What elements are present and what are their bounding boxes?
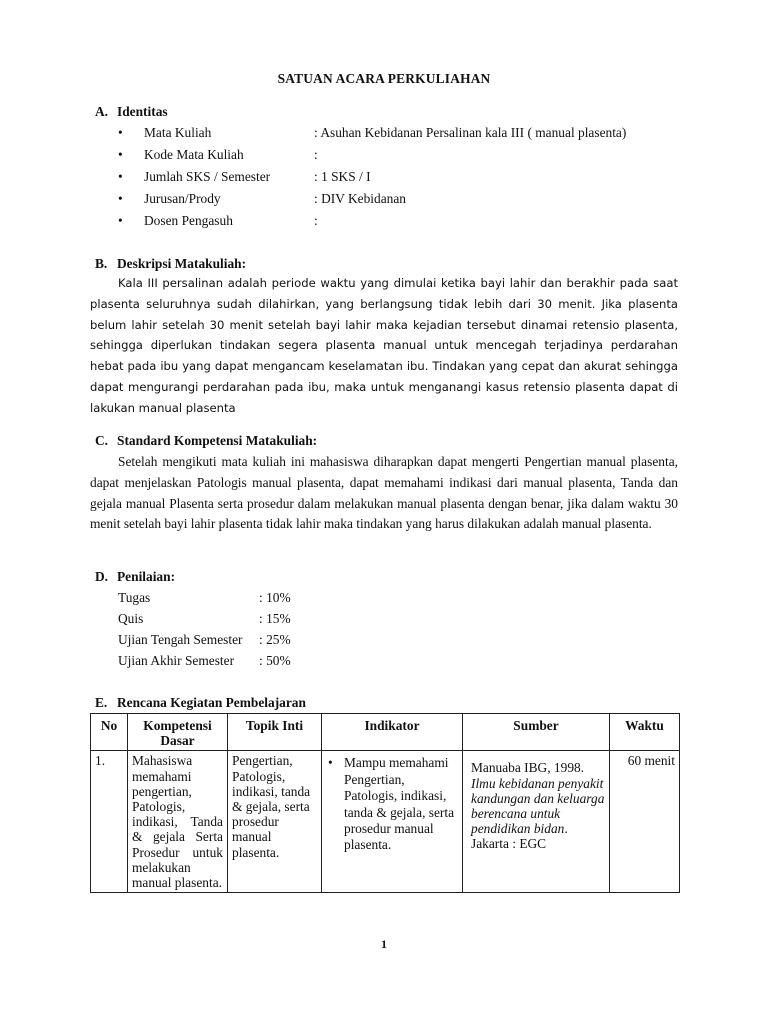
identity-label: Mata Kuliah [144,125,212,140]
identity-label: Kode Mata Kuliah [144,147,244,162]
bullet-icon: • [328,755,333,771]
sumber-publisher: . Jakarta : EGC [471,821,568,852]
identity-value: : [314,147,318,162]
indikator-text: Mampu memahami Pengertian, Patologis, indikasi, tanda & gejala, serta prosedur manual plasenta. [344,755,455,853]
section-d-letter: D. [95,569,109,584]
section-e-letter: E. [95,695,108,710]
assessment-label: Quis [118,611,144,626]
section-d-heading [95,569,175,585]
header-no: No [91,714,128,751]
section-c-letter: C. [95,433,109,448]
bullet-icon: • [118,147,123,162]
assessment-row [118,611,291,627]
section-b-title: Deskripsi Matakuliah: [117,256,247,271]
competency-text: Setelah mengikuti mata kuliah ini mahasiswa diharapkan dapat mengerti Pengertian manual plasenta, dapat menjelaskan Patologis manual plasenta, dapat memahami indikasi dari manual plasenta, Tanda dan gejala manual Plasenta serta prosedur dalam melakukan manual plasenta dengan benar, jika dalam waktu 30 menit setelah bayi lahir plasenta tidak lahir maka tindakan yang harus dilakukan adalah manual plasenta. [90,454,678,532]
cell-topik: Pengertian, Patologis, indikasi, tanda & gejala, serta prosedur manual plasenta. [228,751,322,893]
description-paragraph [90,273,678,419]
section-b-heading [95,256,246,272]
section-b-letter: B. [95,256,108,271]
assessment-label: Ujian Akhir Semester [118,653,235,668]
assessment-row [118,653,291,669]
assessment-label: Tugas [118,590,151,605]
header-topik-inti: Topik Inti [228,714,322,751]
identity-label: Dosen Pengasuh [144,213,233,228]
assessment-row [118,590,291,606]
assessment-value: : 15% [259,611,291,626]
indikator-list-item [326,755,458,853]
cell-no: 1. [91,751,128,893]
bullet-icon: • [118,213,123,228]
document-title: SATUAN ACARA PERKULIAHAN [277,71,491,86]
identity-value: : Asuhan Kebidanan Persalinan kala III ( manual plasenta) [314,125,627,140]
identity-value: : [314,213,318,228]
section-e-title: Rencana Kegiatan Pembelajaran [117,695,306,710]
competency-paragraph [90,452,678,535]
assessment-value: : 50% [259,653,291,668]
sumber-author: Manuaba IBG, 1998. [471,760,585,776]
assessment-value: : 10% [259,590,291,605]
page-number: 1 [381,937,387,951]
header-kompetensi-dasar: Kompetensi Dasar [128,714,228,751]
learning-plan-table [90,713,680,893]
description-text: Kala III persalinan adalah periode waktu yang dimulai ketika bayi lahir dan berakhir pada saat plasenta seluruhnya sudah dilahirkan, yang berlangsung tidak lebih dari 30 menit. Jika plasenta belum lahir setelah 30 menit setelah bayi lahir maka kejadian tersebut dinamai retensio plasenta, sehingga diperlukan tindakan segera plasenta manual untuk mencegah terjadinya perdarahan hebat pada ibu yang dapat mengancam keselamatan ibu. Tindakan yang cepat dan akurat sehingga dapat mengurangi perdarahan pada ibu, maka untuk menganangi kasus retensio plasenta dapat di lakukan manual plasenta [90,276,678,415]
assessment-row [118,632,291,648]
identity-value: : 1 SKS / I [314,169,371,184]
cell-indikator [322,751,463,893]
identity-label: Jumlah SKS / Semester [144,169,271,184]
section-a-heading [95,104,168,120]
bullet-icon: • [118,169,123,184]
section-a-letter: A. [95,104,109,119]
section-a-title: Identitas [117,104,168,119]
identity-value: : DIV Kebidanan [314,191,406,206]
section-e-heading [95,695,306,711]
assessment-label: Ujian Tengah Semester [118,632,243,647]
section-c-heading [95,433,317,449]
assessment-value: : 25% [259,632,291,647]
table-row [91,751,680,893]
identity-label: Jurusan/Prody [144,191,221,206]
cell-kompetensi: Mahasiswa memahami pengertian, Patologis, indikasi, Tanda & gejala Serta Prosedur untuk melakukan manual plasenta. [128,751,228,893]
section-c-title: Standard Kompetensi Matakuliah: [117,433,318,448]
table-header-row [91,714,680,751]
cell-sumber [463,751,610,893]
bullet-icon: • [118,191,123,206]
section-d-title: Penilaian: [117,569,176,584]
sumber-book-title: Ilmu kebidanan penyakit kandungan dan keluarga berencana untuk pendidikan bidan [471,775,605,837]
bullet-icon: • [118,125,123,140]
header-waktu: Waktu [610,714,680,751]
header-sumber: Sumber [463,714,610,751]
header-indikator: Indikator [322,714,463,751]
cell-waktu: 60 menit [610,751,680,893]
